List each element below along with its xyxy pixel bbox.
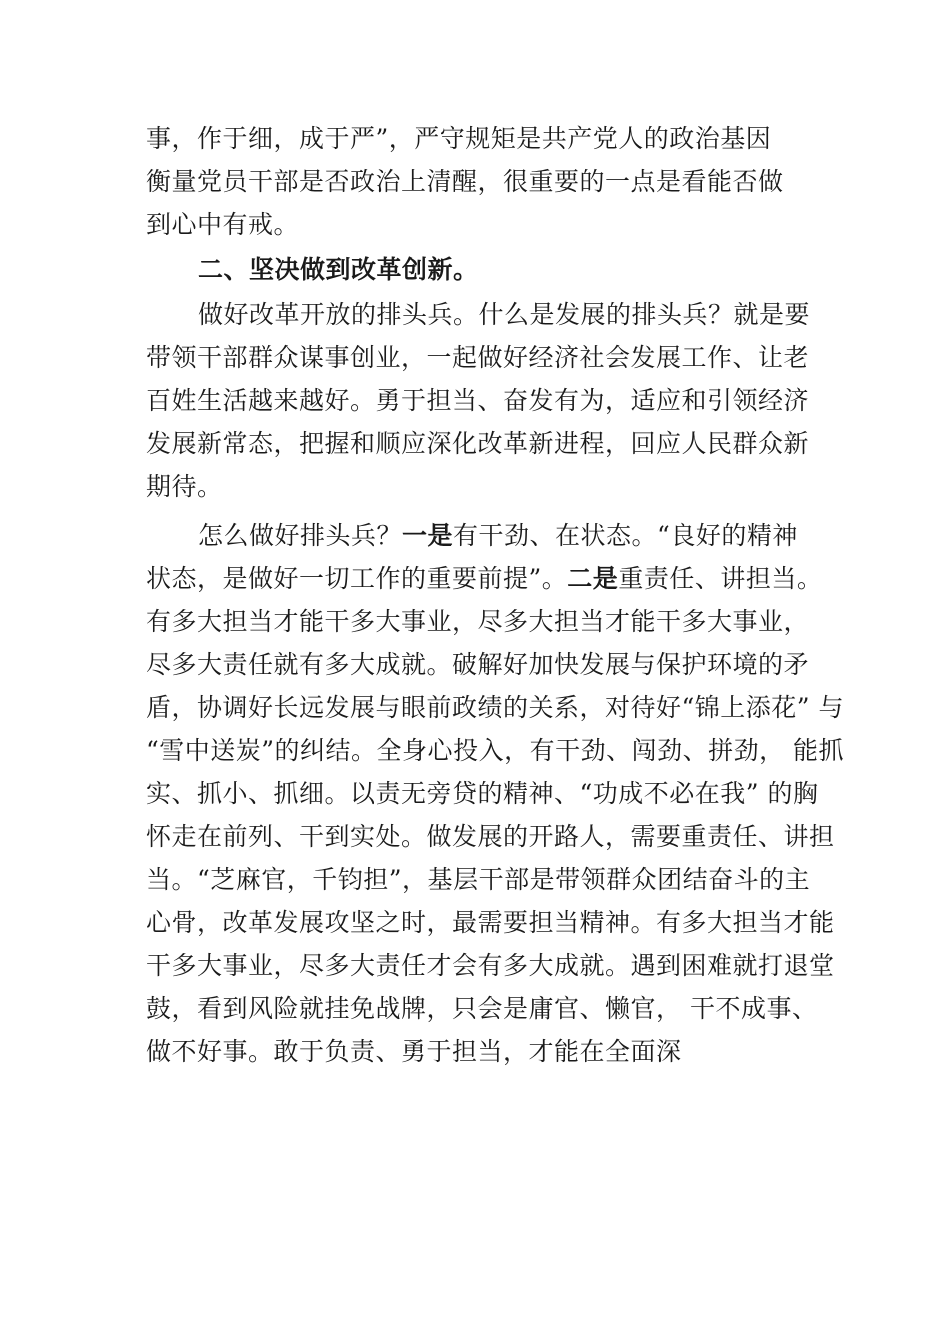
text-span: 状态，是做好一切工作的重要前提”。 bbox=[146, 564, 568, 593]
text-line: 尽多大责任就有多大成就。破解好加快发展与保护环境的矛 bbox=[146, 650, 810, 679]
text-line: 带领干部群众谋事创业，一起做好经济社会发展工作、让老 bbox=[146, 343, 810, 372]
text-line bbox=[146, 564, 822, 594]
text-line: 做好改革开放的排头兵。什么是发展的排头兵？就是要 bbox=[198, 300, 811, 329]
text-line: 怀走在前列、干到实处。做发展的开路人，需要重责任、讲担 bbox=[146, 822, 835, 851]
text-line: 有多大担当才能干多大事业，尽多大担当才能干多大事业， bbox=[146, 607, 810, 636]
text-line: 心骨，改革发展攻坚之时，最需要担当精神。有多大担当才能 bbox=[146, 908, 835, 937]
bold-marker: 二是 bbox=[567, 564, 619, 593]
text-span: 重责任、讲担当。 bbox=[618, 564, 823, 593]
text-line: 当。“芝麻官，千钧担”，基层干部是带领群众团结奋斗的主 bbox=[146, 865, 811, 894]
text-line: 到心中有戒。 bbox=[146, 210, 300, 239]
text-line: 盾，协调好长远发展与眼前政绩的关系，对待好“锦上添花” 与 bbox=[146, 693, 845, 722]
text-line: 做不好事。敢于负责、勇于担当，才能在全面深 bbox=[146, 1037, 682, 1066]
text-line: 百姓生活越来越好。勇于担当、奋发有为，适应和引领经济 bbox=[146, 386, 810, 415]
text-span: 怎么做好排头兵？ bbox=[198, 521, 403, 550]
bold-marker: 一是 bbox=[402, 521, 454, 550]
text-line bbox=[198, 521, 798, 551]
text-line: 鼓，看到风险就挂免战牌，只会是庸官、懒官， 干不成事、 bbox=[146, 994, 818, 1023]
text-line: 发展新常态，把握和顺应深化改革新进程，回应人民群众新 bbox=[146, 429, 810, 458]
section-heading: 二、坚决做到改革创新。 bbox=[198, 255, 479, 284]
text-line: 干多大事业，尽多大责任才会有多大成就。遇到困难就打退堂 bbox=[146, 951, 835, 980]
text-line: 事，作于细，成于严”，严守规矩是共产党人的政治基因 bbox=[146, 124, 772, 153]
text-line: 衡量党员干部是否政治上清醒，很重要的一点是看能否做 bbox=[146, 167, 784, 196]
text-line: “雪中送炭”的纠结。全身心投入，有干劲、闯劲、拼劲， 能抓 bbox=[146, 736, 845, 765]
text-line: 实、抓小、抓细。以责无旁贷的精神、“功成不必在我” 的胸 bbox=[146, 779, 819, 808]
text-span: 有干劲、在状态。“良好的精神 bbox=[453, 521, 798, 550]
text-line: 期待。 bbox=[146, 472, 223, 501]
